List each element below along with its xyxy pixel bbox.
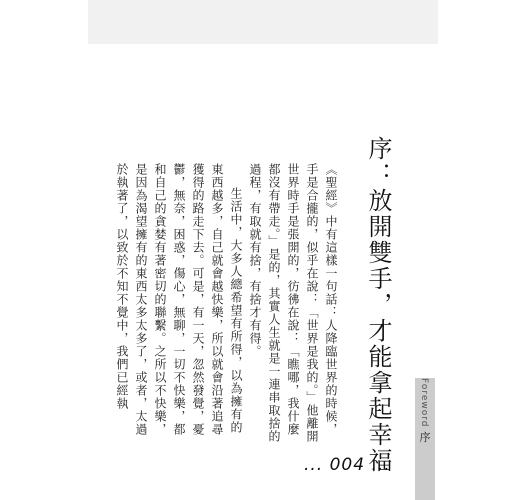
side-label-cn: 序 <box>418 431 431 444</box>
body-text <box>115 163 340 446</box>
chapter-title: 序：放開雙手，才能拿起幸福 <box>364 136 392 474</box>
paragraph: 《聖經》中有這樣一句話：人降臨世界的時候，手是合攏的，似乎在說：「世界是我的。」他離開世界時手是張開的，彷彿在說：「瞧哪，我什麼都沒有帶走。」是的，其實人生就是一連串取捨的過程，有取就有捨，有捨才有得。 <box>248 163 338 443</box>
page-number: ... 004 ... <box>304 455 391 475</box>
top-band <box>88 0 438 44</box>
side-label-en: Foreword <box>419 378 429 428</box>
side-label <box>410 378 432 443</box>
paragraph: 生活中，大多人總希望有所得，以為擁有的東西越多，自己就會越快樂，所以就會沿著追尋獲得的路走下去。可是，有一天，忽然發覺，憂鬱，無奈，困惑，傷心，無聊，一切不快樂，都和自己的貪婪有著密切的聯繫。之所以不快樂，是因為渴望擁有的東西太多太多了，或者，太過於執著了，以致於不知不覺中，我們已經執 <box>115 163 243 436</box>
